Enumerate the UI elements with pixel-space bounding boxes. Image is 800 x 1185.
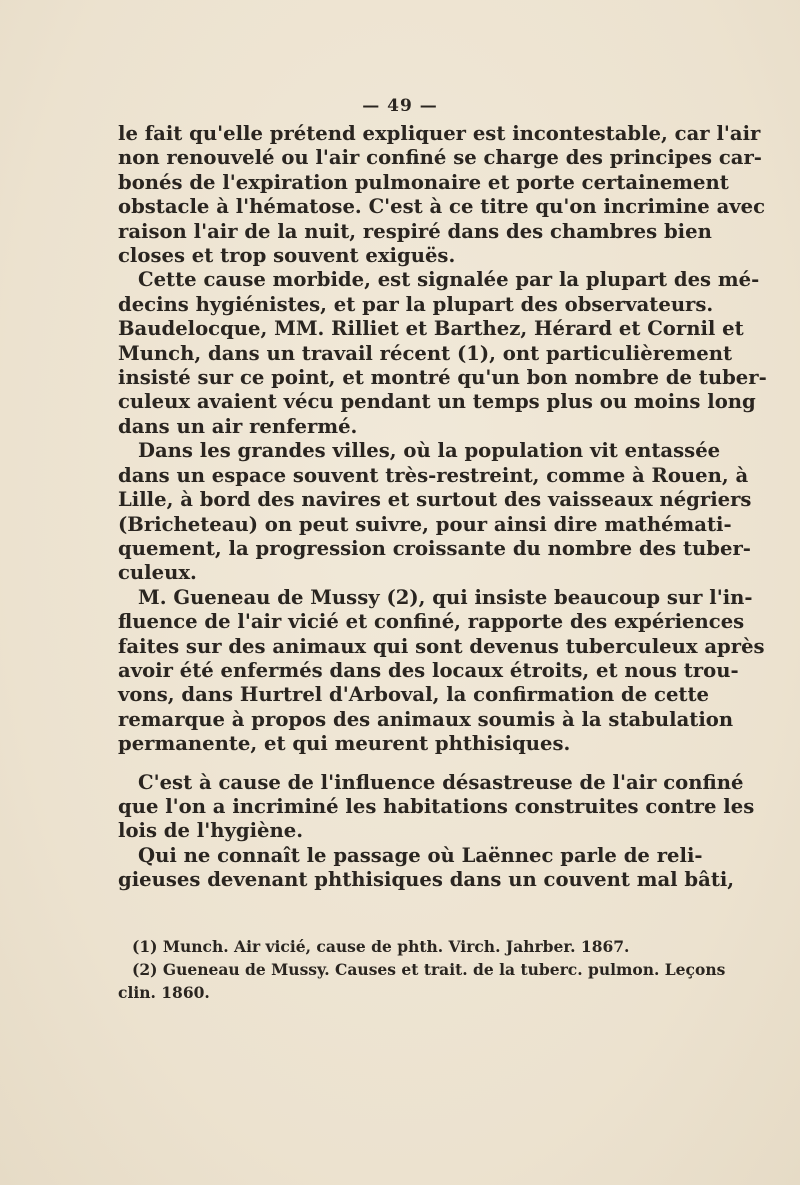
footnote-2-continuation: clin. 1860. [118, 983, 210, 1002]
text-line: insisté sur ce point, et montré qu'un bon nombre de tuber- [118, 366, 767, 390]
text-line: gieuses devenant phthisiques dans un couvent mal bâti, [118, 868, 735, 892]
text-line: Munch, dans un travail récent (1), ont particulièrement [118, 341, 732, 365]
body-text [118, 122, 767, 893]
text-line: dans un espace souvent très-restreint, comme à Rouen, à [118, 463, 749, 487]
paragraph-4 [118, 585, 765, 757]
text-line: culeux avaient vécu pendant un temps plus ou moins long [118, 390, 756, 414]
text-line: avoir été enfermés dans des locaux étroits, et nous trou- [118, 658, 739, 682]
paragraph-1 [118, 122, 766, 268]
text-line: C'est à cause de l'influence désastreuse de l'air confiné [138, 770, 744, 794]
text-line: obstacle à l'hématose. C'est à ce titre qu'on incrimine avec [118, 195, 766, 219]
text-line: Cette cause morbide, est signalée par la plupart des mé- [138, 268, 760, 292]
text-line: faites sur des animaux qui sont devenus tuberculeux après [118, 634, 765, 658]
text-line: le fait qu'elle prétend expliquer est incontestable, car l'air [118, 122, 761, 145]
text-line: Lille, à bord des navires et surtout des vaisseaux négriers [118, 488, 752, 512]
text-line: vons, dans Hurtrel d'Arboval, la confirmation de cette [118, 683, 709, 707]
text-line: decins hygiénistes, et par la plupart des observateurs. [118, 292, 714, 316]
paragraph-6 [118, 843, 735, 893]
footnotes [118, 935, 726, 1004]
text-line: culeux. [118, 561, 197, 585]
text-line: bonés de l'expiration pulmonaire et porte certainement [118, 170, 729, 194]
text-line: Qui ne connaît le passage où Laënnec parle de reli- [138, 843, 703, 867]
text-line: remarque à propos des animaux soumis à la stabulation [118, 707, 734, 731]
footnote-1: (1) Munch. Air vicié, cause de phth. Virch. Jahrber. 1867. [132, 937, 630, 956]
paragraph-2 [118, 268, 767, 439]
paragraph-3 [118, 439, 752, 585]
page-number: — 49 — [362, 96, 438, 116]
paragraph-5 [118, 770, 755, 844]
paragraph-gap [118, 757, 682, 771]
text-line: fluence de l'air vicié et confiné, rapporte des expériences [118, 610, 745, 634]
text-line: que l'on a incriminé les habitations construites contre les [118, 794, 755, 818]
text-line: Dans les grandes villes, où la population vit entassée [138, 439, 721, 463]
footnote-2: (2) Gueneau de Mussy. Causes et trait. de la tuberc. pulmon. Leçons [132, 960, 726, 979]
text-line: lois de l'hygiène. [118, 819, 304, 843]
text-line: raison l'air de la nuit, respiré dans des chambres bien [118, 219, 712, 243]
text-line: non renouvelé ou l'air confiné se charge des principes car- [118, 146, 762, 170]
text-line: Baudelocque, MM. Rilliet et Barthez, Hérard et Cornil et [118, 317, 744, 341]
text-line: closes et trop souvent exiguës. [118, 244, 456, 268]
text-line: dans un air renfermé. [118, 414, 358, 438]
text-line: permanente, et qui meurent phthisiques. [118, 732, 571, 756]
text-line: (Bricheteau) on peut suivre, pour ainsi dire mathémati- [118, 512, 732, 536]
text-line: quement, la progression croissante du nombre des tuber- [118, 536, 751, 560]
text-line: M. Gueneau de Mussy (2), qui insiste beaucoup sur l'in- [138, 585, 753, 609]
